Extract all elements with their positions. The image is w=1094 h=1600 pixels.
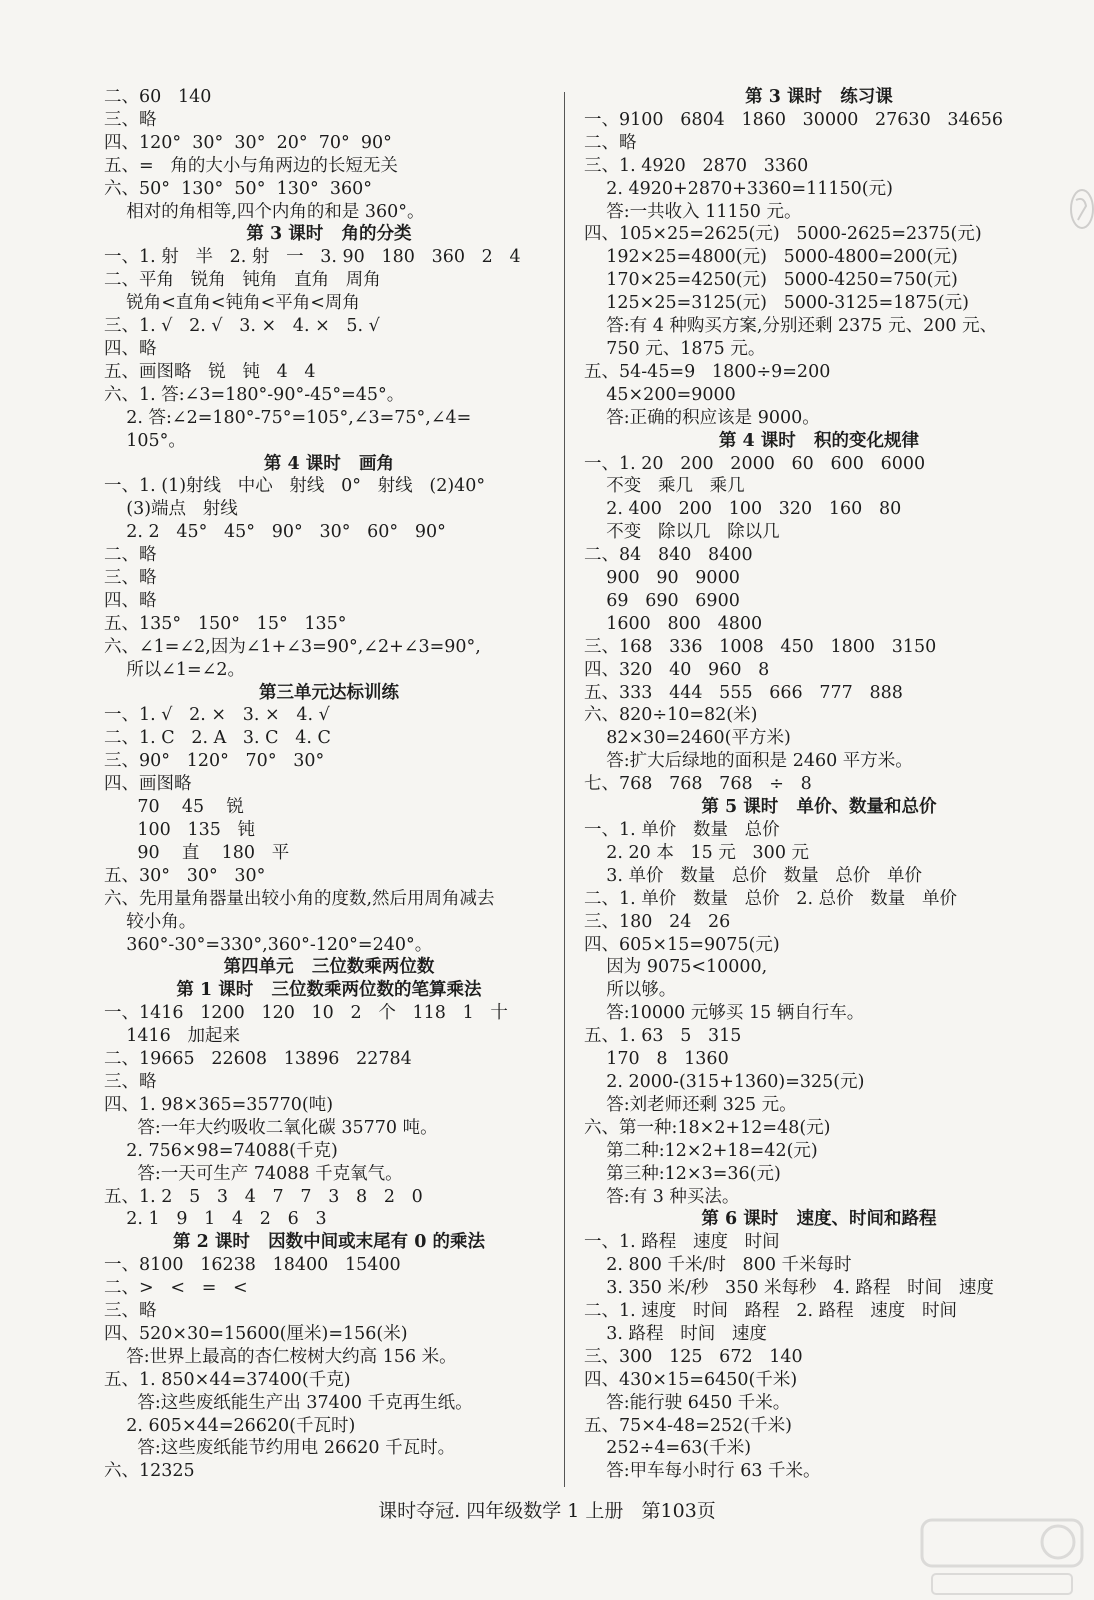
answer-line: 一、1. 射 半 2. 射 一 3. 90 180 360 2 4: [104, 247, 521, 268]
answer-line: 五、54-45=9 1800÷9=200: [584, 361, 831, 382]
column-divider: [564, 92, 565, 1487]
answer-line: 三、略: [104, 1301, 157, 1322]
answer-line: 答:一年大约吸收二氧化碳 35770 吨。: [104, 1117, 438, 1138]
answer-line: 三、1. √ 2. √ 3. × 4. × 5. √: [104, 316, 380, 337]
answer-line: 答:能行驶 6450 千米。: [584, 1392, 791, 1413]
answer-line: 三、168 336 1008 450 1800 3150: [584, 636, 937, 657]
answer-line: 六、820÷10=82(米): [584, 705, 758, 726]
right-column: [584, 86, 1054, 1483]
answer-line: 三、1. 4920 2870 3360: [584, 155, 809, 176]
answer-line: 二、1. 速度 时间 路程 2. 路程 速度 时间: [584, 1301, 957, 1322]
answer-line: 1416 加起来: [104, 1026, 240, 1047]
answer-line: 六、50° 130° 50° 130° 360°: [104, 178, 372, 199]
answer-line: 45×200=9000: [584, 384, 736, 405]
answer-line: 不变 乘几 乘几: [584, 476, 745, 497]
answer-line: 五、1. 2 5 3 4 7 7 3 8 2 0: [104, 1186, 423, 1207]
section-heading: 第 5 课时 单价、数量和总价: [701, 797, 937, 818]
answer-line: 四、略: [104, 338, 157, 359]
answer-line: 答:有 3 种买法。: [584, 1186, 740, 1207]
answer-line: 四、520×30=15600(厘米)=156(米): [104, 1323, 408, 1344]
answer-line: 2. 20 本 15 元 300 元: [584, 842, 810, 863]
answer-line: 2. 2000-(315+1360)=325(元): [584, 1071, 865, 1092]
answer-line: 答:世界上最高的杏仁桉树大约高 156 米。: [104, 1346, 457, 1367]
section-heading: 第 1 课时 三位数乘两位数的笔算乘法: [176, 980, 482, 1001]
answer-line: 六、先用量角器量出较小角的度数,然后用周角减去: [104, 888, 495, 909]
answer-line: 答:这些废纸能生产出 37400 千克再生纸。: [104, 1392, 473, 1413]
answer-line: 六、∠1=∠2,因为∠1+∠3=90°,∠2+∠3=90°,: [104, 636, 481, 657]
answer-line: 70 45 锐: [104, 797, 244, 818]
answer-line: 三、略: [104, 1071, 157, 1092]
answer-line: 69 690 6900: [584, 590, 740, 611]
answer-line: 答:有 4 种购买方案,分别还剩 2375 元、200 元、: [584, 316, 998, 337]
answer-line: 一、1. 20 200 2000 60 600 6000: [584, 453, 926, 474]
section-heading: 第 4 课时 画角: [263, 453, 395, 474]
answer-line: 答:一共收入 11150 元。: [584, 201, 802, 222]
section-heading: 第 3 课时 角的分类: [246, 224, 412, 245]
answer-line: 七、768 768 768 ÷ 8: [584, 774, 812, 795]
answer-line: 二、平角 锐角 钝角 直角 周角: [104, 270, 381, 291]
answer-line: 二、1. 单价 数量 总价 2. 总价 数量 单价: [584, 888, 957, 909]
answer-line: 二、> < = <: [104, 1278, 248, 1299]
answer-line: 五、画图略 锐 钝 4 4: [104, 361, 316, 382]
page-footer: 课时夺冠. 四年级数学 1 上册 第103页: [378, 1500, 716, 1522]
answer-line: 2. 756×98=74088(千克): [104, 1140, 338, 1161]
answer-line: 五、75×4-48=252(千米): [584, 1415, 792, 1436]
answer-line: 三、略: [104, 568, 157, 589]
answer-line: 2. 400 200 100 320 160 80: [584, 499, 902, 520]
answer-line: 锐角<直角<钝角<平角<周角: [104, 293, 360, 314]
answer-line: 答:正确的积应该是 9000。: [584, 407, 820, 428]
answer-line: (3)端点 射线: [104, 499, 238, 520]
answer-line: 五、= 角的大小与角两边的长短无关: [104, 155, 398, 176]
answer-line: 一、1. 路程 速度 时间: [584, 1232, 780, 1253]
answer-line: 四、1. 98×365=35770(吨): [104, 1094, 334, 1115]
answer-line: 六、第一种:18×2+12=48(元): [584, 1117, 831, 1138]
answer-line: 105°。: [104, 430, 186, 451]
answer-line: 四、略: [104, 590, 157, 611]
binding-mark-icon: [1060, 186, 1094, 232]
answer-line: 一、1. (1)射线 中心 射线 0° 射线 (2)40°: [104, 476, 486, 497]
answer-line: 二、19665 22608 13896 22784: [104, 1049, 412, 1070]
answer-line: 二、略: [584, 132, 637, 153]
section-heading: 第四单元 三位数乘两位数: [223, 957, 435, 978]
answer-line: 四、430×15=6450(千米): [584, 1369, 798, 1390]
answer-line: 900 90 9000: [584, 568, 740, 589]
answer-line: 所以够。: [584, 980, 677, 1001]
answer-line: 五、135° 150° 15° 135°: [104, 613, 347, 634]
answer-line: 六、12325: [104, 1461, 195, 1482]
answer-line: 答:甲车每小时行 63 千米。: [584, 1461, 821, 1482]
answer-line: 所以∠1=∠2。: [104, 659, 246, 680]
answer-line: 360°-30°=330°,360°-120°=240°。: [104, 934, 433, 955]
answer-line: 不变 除以几 除以几: [584, 522, 780, 543]
answer-line: 3. 单价 数量 总价 数量 总价 单价: [584, 865, 922, 886]
answer-line: 2. 答:∠2=180°-75°=105°,∠3=75°,∠4=: [104, 407, 472, 428]
answer-line: 答:10000 元够买 15 辆自行车。: [584, 1003, 865, 1024]
answer-line: 四、105×25=2625(元) 5000-2625=2375(元): [584, 224, 982, 245]
answer-line: 82×30=2460(平方米): [584, 728, 791, 749]
answer-line: 四、120° 30° 30° 20° 70° 90°: [104, 132, 392, 153]
answer-line: 1600 800 4800: [584, 613, 763, 634]
section-heading: 第 2 课时 因数中间或末尾有 0 的乘法: [173, 1232, 485, 1253]
answer-line: 五、30° 30° 30°: [104, 865, 266, 886]
answer-line: 2. 605×44=26620(千瓦时): [104, 1415, 356, 1436]
watermark-logo-icon: [918, 1516, 1086, 1600]
answer-line: 2. 800 千米/时 800 千米每时: [584, 1255, 852, 1276]
answer-line: 二、1. C 2. A 3. C 4. C: [104, 728, 331, 749]
section-heading: 第 4 课时 积的变化规律: [718, 430, 920, 451]
answer-line: 二、84 840 8400: [584, 545, 753, 566]
answer-line: 答:这些废纸能节约用电 26620 千瓦时。: [104, 1438, 456, 1459]
answer-line: 252÷4=63(千米): [584, 1438, 752, 1459]
answer-line: 第二种:12×2+18=42(元): [584, 1140, 818, 1161]
answer-line: 750 元、1875 元。: [584, 338, 766, 359]
answer-line: 因为 9075<10000,: [584, 957, 768, 978]
answer-line: 90 直 180 平: [104, 842, 290, 863]
answer-line: 一、1416 1200 120 10 2 个 118 1 十: [104, 1003, 508, 1024]
answer-line: 二、略: [104, 545, 157, 566]
answer-line: 一、1. 单价 数量 总价: [584, 820, 780, 840]
answer-line: 2. 1 9 1 4 2 6 3: [104, 1209, 327, 1230]
answer-line: 2. 4920+2870+3360=11150(元): [584, 178, 893, 199]
section-heading: 第 3 课时 练习课: [745, 87, 893, 107]
answer-line: 较小角。: [104, 911, 197, 932]
answer-line: 第三种:12×3=36(元): [584, 1163, 781, 1184]
answer-line: 3. 350 米/秒 350 米每秒 4. 路程 时间 速度: [584, 1278, 994, 1299]
answer-line: 答:刘老师还剩 325 元。: [584, 1094, 797, 1115]
answer-line: 170 8 1360: [584, 1049, 729, 1070]
answer-line: 五、1. 63 5 315: [584, 1026, 742, 1047]
answer-line: 五、333 444 555 666 777 888: [584, 682, 903, 703]
answer-line: 相对的角相等,四个内角的和是 360°。: [104, 201, 425, 222]
answer-line: 一、8100 16238 18400 15400: [104, 1255, 401, 1276]
answer-line: 2. 2 45° 45° 90° 30° 60° 90°: [104, 522, 446, 543]
answer-line: 100 135 钝: [104, 820, 256, 840]
answer-line: 三、180 24 26: [584, 911, 731, 932]
answer-line: 四、320 40 960 8: [584, 659, 770, 680]
answer-line: 答:一天可生产 74088 千克氧气。: [104, 1163, 403, 1184]
answer-line: 五、1. 850×44=37400(千克): [104, 1369, 351, 1390]
answer-line: 答:扩大后绿地的面积是 2460 平方米。: [584, 751, 913, 772]
answer-line: 170×25=4250(元) 5000-4250=750(元): [584, 270, 958, 291]
answer-line: 3. 路程 时间 速度: [584, 1323, 767, 1344]
answer-line: 三、90° 120° 70° 30°: [104, 751, 325, 772]
answer-line: 125×25=3125(元) 5000-3125=1875(元): [584, 293, 969, 314]
answer-line: 四、605×15=9075(元): [584, 934, 780, 955]
answer-line: 三、略: [104, 109, 157, 130]
answer-line: 一、9100 6804 1860 30000 27630 34656: [584, 109, 1004, 130]
answer-line: 192×25=4800(元) 5000-4800=200(元): [584, 247, 958, 268]
answer-line: 一、1. √ 2. × 3. × 4. √: [104, 705, 330, 726]
answer-line: 六、1. 答:∠3=180°-90°-45°=45°。: [104, 384, 405, 405]
answer-line: 三、300 125 672 140: [584, 1346, 803, 1367]
answer-line: 二、60 140: [104, 87, 212, 107]
section-heading: 第三单元达标训练: [259, 682, 399, 703]
left-column: [104, 86, 554, 1483]
section-heading: 第 6 课时 速度、时间和路程: [701, 1209, 937, 1230]
answer-line: 四、画图略: [104, 774, 192, 795]
